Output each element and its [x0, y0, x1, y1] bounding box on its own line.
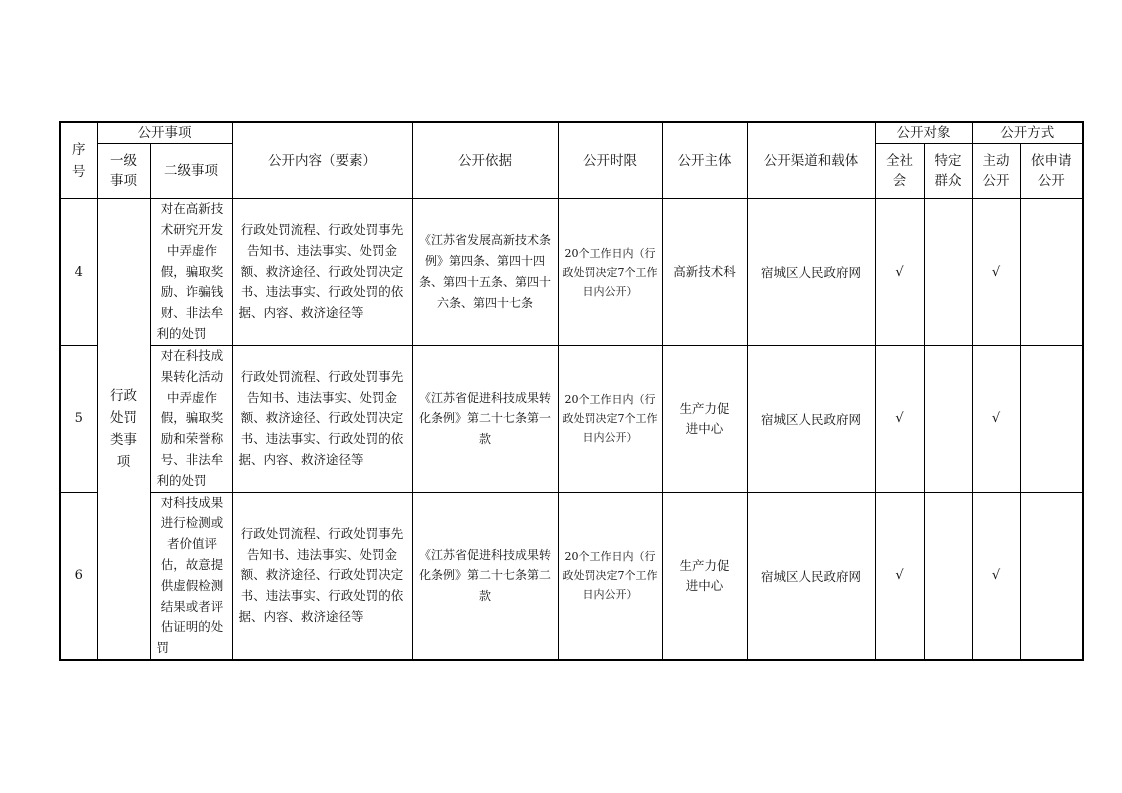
header-method-group: 公开方式 — [972, 122, 1083, 144]
row-level2-item: 对在高新技术研究开发中弄虚作假，骗取奖励、诈骗钱财、非法牟利的处罚 — [150, 199, 232, 346]
row-subject: 高新技术科 — [662, 199, 747, 346]
disclosure-table — [59, 121, 1084, 661]
row-method-active-check: √ — [972, 346, 1020, 493]
header-audience-group: 公开对象 — [875, 122, 972, 144]
row-level2-item: 对在科技成果转化活动中弄虚作假，骗取奖励和荣誉称号、非法牟利的处罚 — [150, 346, 232, 493]
row-channel: 宿城区人民政府网 — [747, 492, 875, 660]
header-content: 公开内容（要素） — [232, 122, 412, 199]
row-channel: 宿城区人民政府网 — [747, 199, 875, 346]
header-audience-specific: 特定群众 — [924, 144, 972, 199]
header-basis: 公开依据 — [412, 122, 558, 199]
row-audience-specific-check — [924, 199, 972, 346]
header-method-request: 依申请公开 — [1020, 144, 1083, 199]
row-basis: 《江苏省促进科技成果转化条例》第二十七条第一款 — [412, 346, 558, 493]
row-basis: 《江苏省发展高新技术条例》第四条、第四十四条、第四十五条、第四十六条、第四十七条 — [412, 199, 558, 346]
header-level1: 一级事项 — [97, 144, 150, 199]
row-level2-item: 对科技成果进行检测或者价值评估，故意提供虚假检测结果或者评估证明的处罚 — [150, 492, 232, 660]
header-time-limit: 公开时限 — [558, 122, 662, 199]
row-seq: 4 — [60, 199, 97, 346]
row-method-request-check — [1020, 199, 1083, 346]
row-seq: 6 — [60, 492, 97, 660]
row-channel: 宿城区人民政府网 — [747, 346, 875, 493]
row-audience-specific-check — [924, 346, 972, 493]
row-time-limit: 20个工作日内（行政处罚决定7个工作日内公开） — [558, 346, 662, 493]
row-audience-all-check: √ — [875, 492, 924, 660]
table-row — [60, 199, 1083, 346]
row-method-active-check: √ — [972, 199, 1020, 346]
row-audience-all-check: √ — [875, 199, 924, 346]
row-audience-all-check: √ — [875, 346, 924, 493]
header-level2: 二级事项 — [150, 144, 232, 199]
header-method-active: 主动公开 — [972, 144, 1020, 199]
table-row — [60, 492, 1083, 660]
row-audience-specific-check — [924, 492, 972, 660]
row-subject: 生产力促进中心 — [662, 492, 747, 660]
row-method-request-check — [1020, 492, 1083, 660]
header-channel: 公开渠道和载体 — [747, 122, 875, 199]
row-method-request-check — [1020, 346, 1083, 493]
header-audience-all: 全社会 — [875, 144, 924, 199]
row-content: 行政处罚流程、行政处罚事先告知书、违法事实、处罚金额、救济途径、行政处罚决定书、违法事实、行政处罚的依据、内容、救济途径等 — [232, 346, 412, 493]
row-content: 行政处罚流程、行政处罚事先告知书、违法事实、处罚金额、救济途径、行政处罚决定书、违法事实、行政处罚的依据、内容、救济途径等 — [232, 199, 412, 346]
row-seq: 5 — [60, 346, 97, 493]
table-row — [60, 346, 1083, 493]
row-basis: 《江苏省促进科技成果转化条例》第二十七条第二款 — [412, 492, 558, 660]
row-method-active-check: √ — [972, 492, 1020, 660]
header-items-group: 公开事项 — [97, 122, 232, 144]
row-subject: 生产力促进中心 — [662, 346, 747, 493]
level1-item: 行政处罚类事项 — [97, 199, 150, 660]
row-time-limit: 20个工作日内（行政处罚决定7个工作日内公开） — [558, 492, 662, 660]
header-subject: 公开主体 — [662, 122, 747, 199]
row-content: 行政处罚流程、行政处罚事先告知书、违法事实、处罚金额、救济途径、行政处罚决定书、违法事实、行政处罚的依据、内容、救济途径等 — [232, 492, 412, 660]
header-seq: 序号 — [60, 122, 97, 199]
row-time-limit: 20个工作日内（行政处罚决定7个工作日内公开） — [558, 199, 662, 346]
